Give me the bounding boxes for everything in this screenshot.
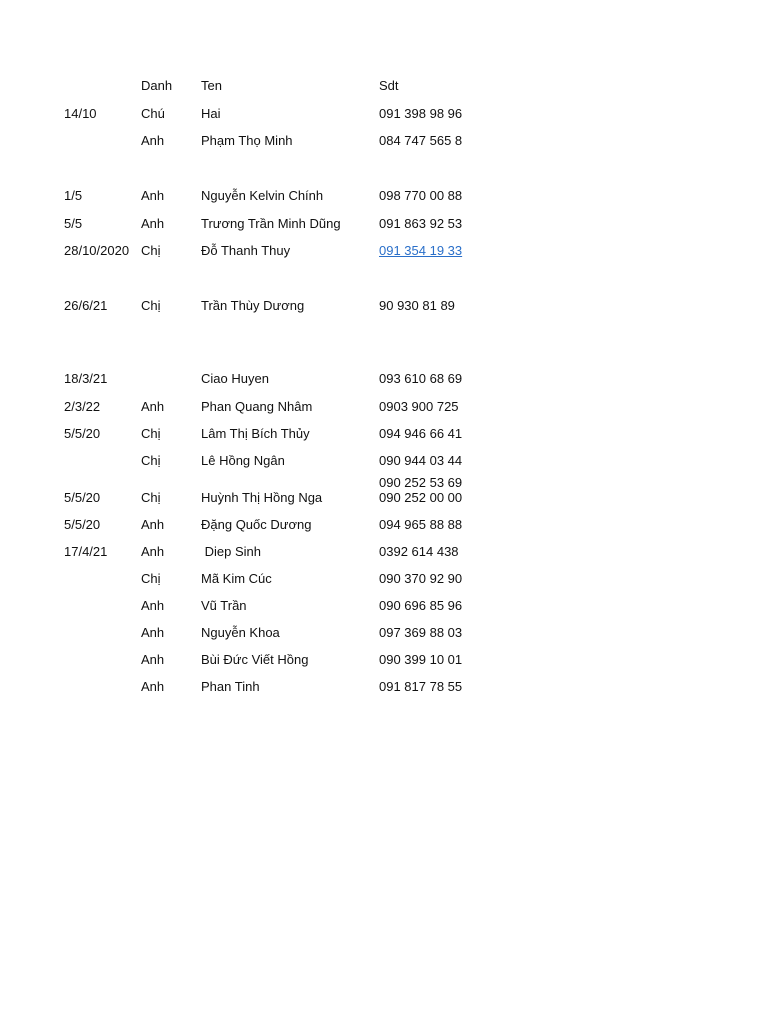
- header-row: [0, 76, 768, 96]
- table-row: [0, 397, 768, 417]
- table-row: [0, 515, 768, 535]
- row-phone: 090 944 03 44: [379, 453, 463, 468]
- table-row: [0, 488, 768, 508]
- row-ten: Mã Kim Cúc: [201, 571, 272, 586]
- table-row: [0, 104, 768, 124]
- row-danh: Anh: [141, 188, 165, 203]
- row-phone: 084 747 565 8: [379, 133, 463, 148]
- row-ten: Lê Hồng Ngân: [201, 453, 285, 468]
- table-row: [0, 214, 768, 234]
- row-phone: 0392 614 438: [379, 544, 459, 559]
- table-row: [0, 424, 768, 444]
- table-row: [0, 650, 768, 670]
- header-sdt: Sdt: [379, 78, 399, 93]
- row-phone: 097 369 88 03: [379, 625, 463, 640]
- row-phone: 090 252 53 69: [379, 475, 463, 490]
- row-ten: Trương Trần Minh Dũng: [201, 216, 341, 231]
- table-row: [0, 186, 768, 206]
- table-row: [0, 451, 768, 471]
- row-phone: 091 817 78 55: [379, 679, 463, 694]
- row-ten: Phan Tinh: [201, 679, 260, 694]
- row-ten: Bùi Đức Viết Hồng: [201, 652, 309, 667]
- row-danh: Anh: [141, 133, 165, 148]
- row-danh: Anh: [141, 544, 165, 559]
- row-ten: Huỳnh Thị Hồng Nga: [201, 490, 323, 505]
- row-danh: Anh: [141, 598, 165, 613]
- row-danh: Anh: [141, 216, 165, 231]
- table-row: [0, 677, 768, 697]
- table-row: [0, 241, 768, 261]
- row-danh: Anh: [141, 517, 165, 532]
- row-danh: Anh: [141, 679, 165, 694]
- header-ten: Ten: [201, 78, 222, 93]
- row-ten: Trần Thùy Dương: [201, 298, 305, 313]
- row-danh: Anh: [141, 625, 165, 640]
- row-danh: Chị: [141, 298, 161, 313]
- row-date: 18/3/21: [64, 371, 108, 386]
- row-date: 1/5: [64, 188, 83, 203]
- row-phone: 090 252 00 00: [379, 490, 463, 505]
- row-danh: Chị: [141, 426, 161, 441]
- table-row: [0, 623, 768, 643]
- row-danh: Chú: [141, 106, 165, 121]
- row-danh: Chị: [141, 453, 161, 468]
- table-row: [0, 369, 768, 389]
- row-date: 5/5: [64, 216, 83, 231]
- row-phone: 098 770 00 88: [379, 188, 463, 203]
- row-date: 2/3/22: [64, 399, 101, 414]
- table-row: [0, 542, 768, 562]
- phone-link[interactable]: 091 354 19 33: [379, 243, 463, 258]
- table-row: [0, 131, 768, 151]
- row-date: 17/4/21: [64, 544, 108, 559]
- row-date: 26/6/21: [64, 298, 108, 313]
- row-phone: 090 696 85 96: [379, 598, 463, 613]
- row-phone: 093 610 68 69: [379, 371, 463, 386]
- row-date: 5/5/20: [64, 490, 101, 505]
- table-row: [0, 296, 768, 316]
- row-danh: Anh: [141, 399, 165, 414]
- row-ten: Phạm Thọ Minh: [201, 133, 293, 148]
- row-danh: Chị: [141, 571, 161, 586]
- table-row: [0, 596, 768, 616]
- row-date: 5/5/20: [64, 426, 101, 441]
- row-danh: Anh: [141, 652, 165, 667]
- row-ten: Lâm Thị Bích Thủy: [201, 426, 310, 441]
- row-ten: Diep Sinh: [201, 544, 261, 559]
- row-phone: 094 965 88 88: [379, 517, 463, 532]
- row-date: 5/5/20: [64, 517, 101, 532]
- row-date: 14/10: [64, 106, 97, 121]
- row-danh: Chị: [141, 243, 161, 258]
- row-danh: Chị: [141, 490, 161, 505]
- row-phone: 090 399 10 01: [379, 652, 463, 667]
- row-phone: 0903 900 725: [379, 399, 459, 414]
- row-ten: Hai: [201, 106, 221, 121]
- row-ten: Đỗ Thanh Thuy: [201, 243, 291, 258]
- header-danh: Danh: [141, 78, 173, 93]
- row-phone: 091 863 92 53: [379, 216, 463, 231]
- row-phone: 90 930 81 89: [379, 298, 455, 313]
- table-row: [0, 569, 768, 589]
- row-phone: 091 398 98 96: [379, 106, 463, 121]
- row-date: 28/10/2020: [64, 243, 130, 258]
- row-ten: Nguyễn Khoa: [201, 625, 280, 640]
- row-phone: 094 946 66 41: [379, 426, 463, 441]
- row-phone: 090 370 92 90: [379, 571, 463, 586]
- row-ten: Đặng Quốc Dương: [201, 517, 312, 532]
- row-ten: Ciao Huyen: [201, 371, 269, 386]
- row-ten: Vũ Trần: [201, 598, 247, 613]
- row-ten: Phan Quang Nhâm: [201, 399, 313, 414]
- row-ten: Nguyễn Kelvin Chính: [201, 188, 324, 203]
